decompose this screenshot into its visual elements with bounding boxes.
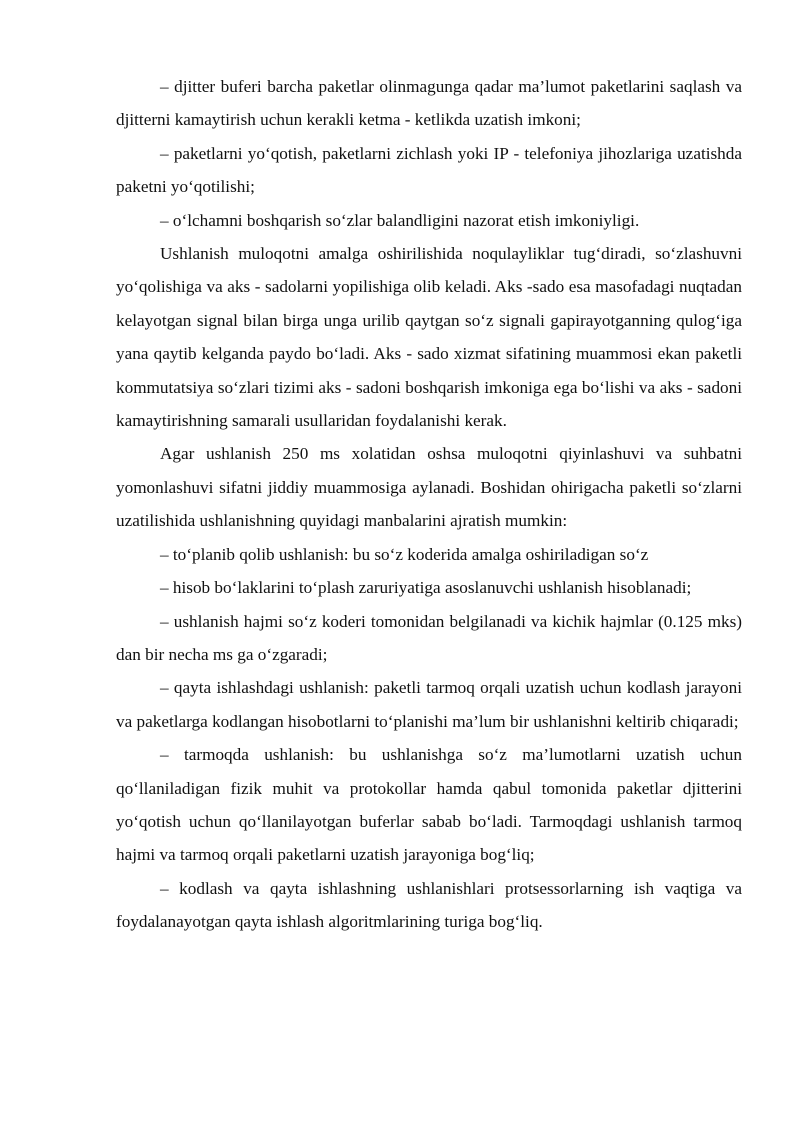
paragraph-coding-delay: – kodlash va qayta ishlashning ushlanishlari protsessorlarning ish vaqtiga va foydalanayotgan qayta ishlash algoritmlarining turiga bog‘liq. bbox=[116, 878, 742, 932]
paragraph-sample-collection: – hisob bo‘laklarini to‘plash zaruriyatiga asoslanuvchi ushlanish hisoblanadi; bbox=[160, 578, 692, 598]
paragraph-jitter-buffer: – djitter buferi barcha paketlar olinmagunga qadar ma’lumot paketlarini saqlash va djitterni kamaytirish uchun kerakli ketma - ketlikda uzatish imkoni; bbox=[116, 77, 742, 130]
paragraph-network-delay: – tarmoqda ushlanish: bu ushlanishga so‘z ma’lumotlarni uzatish uchun qo‘llaniladigan fizik muhit va protokollar hamda qabul tomonida paketlar djitterini yo‘qotish uchun qo‘llanilayotgan buferlar sabab bo‘ladi. Tarmoqdagi ushlanish tarmoq hajmi va tarmoq orqali paketlarni uzatish jarayoniga bog‘liq; bbox=[116, 745, 742, 865]
paragraph-echo: Ushlanish muloqotni amalga oshirilishida noqulayliklar tug‘diradi, so‘zlashuvni yo‘qolishiga va aks - sadolarni yopilishiga olib keladi. Aks -sado esa masofadagi nuqtadan kelayotgan signal bilan birga unga urilib qaytgan so‘z signali gapirayotganning qulog‘iga yana qaytib kelganda paydo bo‘ladi. Aks - sado xizmat sifatining muammosi ekan paketli kommutatsiya so‘zlari tizimi aks - sadoni boshqarish imkoniga ega bo‘lishi va aks - sadoni kamaytirishning samarali usullaridan foydalanishi kerak. bbox=[116, 244, 742, 431]
document-page bbox=[116, 70, 742, 939]
paragraph-processing-delay: – qayta ishlashdagi ushlanish: paketli tarmoq orqali uzatish uchun kodlash jarayoni va paketlarga kodlangan hisobotlarni to‘planishi ma’lum bir ushlanishni keltirib chiqaradi; bbox=[116, 678, 742, 731]
paragraph-delay-sources: Agar ushlanish 250 ms xolatidan oshsa muloqotni qiyinlashuvi va suhbatni yomonlashuvi sifatni jiddiy muammosiga aylanadi. Boshidan ohirigacha paketli so‘zlarni uzatilishida ushlanishning quyidagi manbalarini ajratish mumkin: bbox=[116, 444, 742, 531]
paragraph-volume-control: – o‘lchamni boshqarish so‘zlar balandligini nazorat etish imkoniyligi. bbox=[160, 210, 640, 230]
paragraph-coder-delay: – ushlanish hajmi so‘z koderi tomonidan belgilanadi va kichik hajmlar (0.125 mks) dan bir necha ms ga o‘zgaradi; bbox=[116, 611, 742, 664]
paragraph-packet-loss: – paketlarni yo‘qotish, paketlarni zichlash yoki IP - telefoniya jihozlariga uzatishda paketni yo‘qotilishi; bbox=[116, 143, 742, 197]
paragraph-accumulation-delay: – to‘planib qolib ushlanish: bu so‘z koderida amalga oshiriladigan so‘z bbox=[160, 544, 649, 564]
